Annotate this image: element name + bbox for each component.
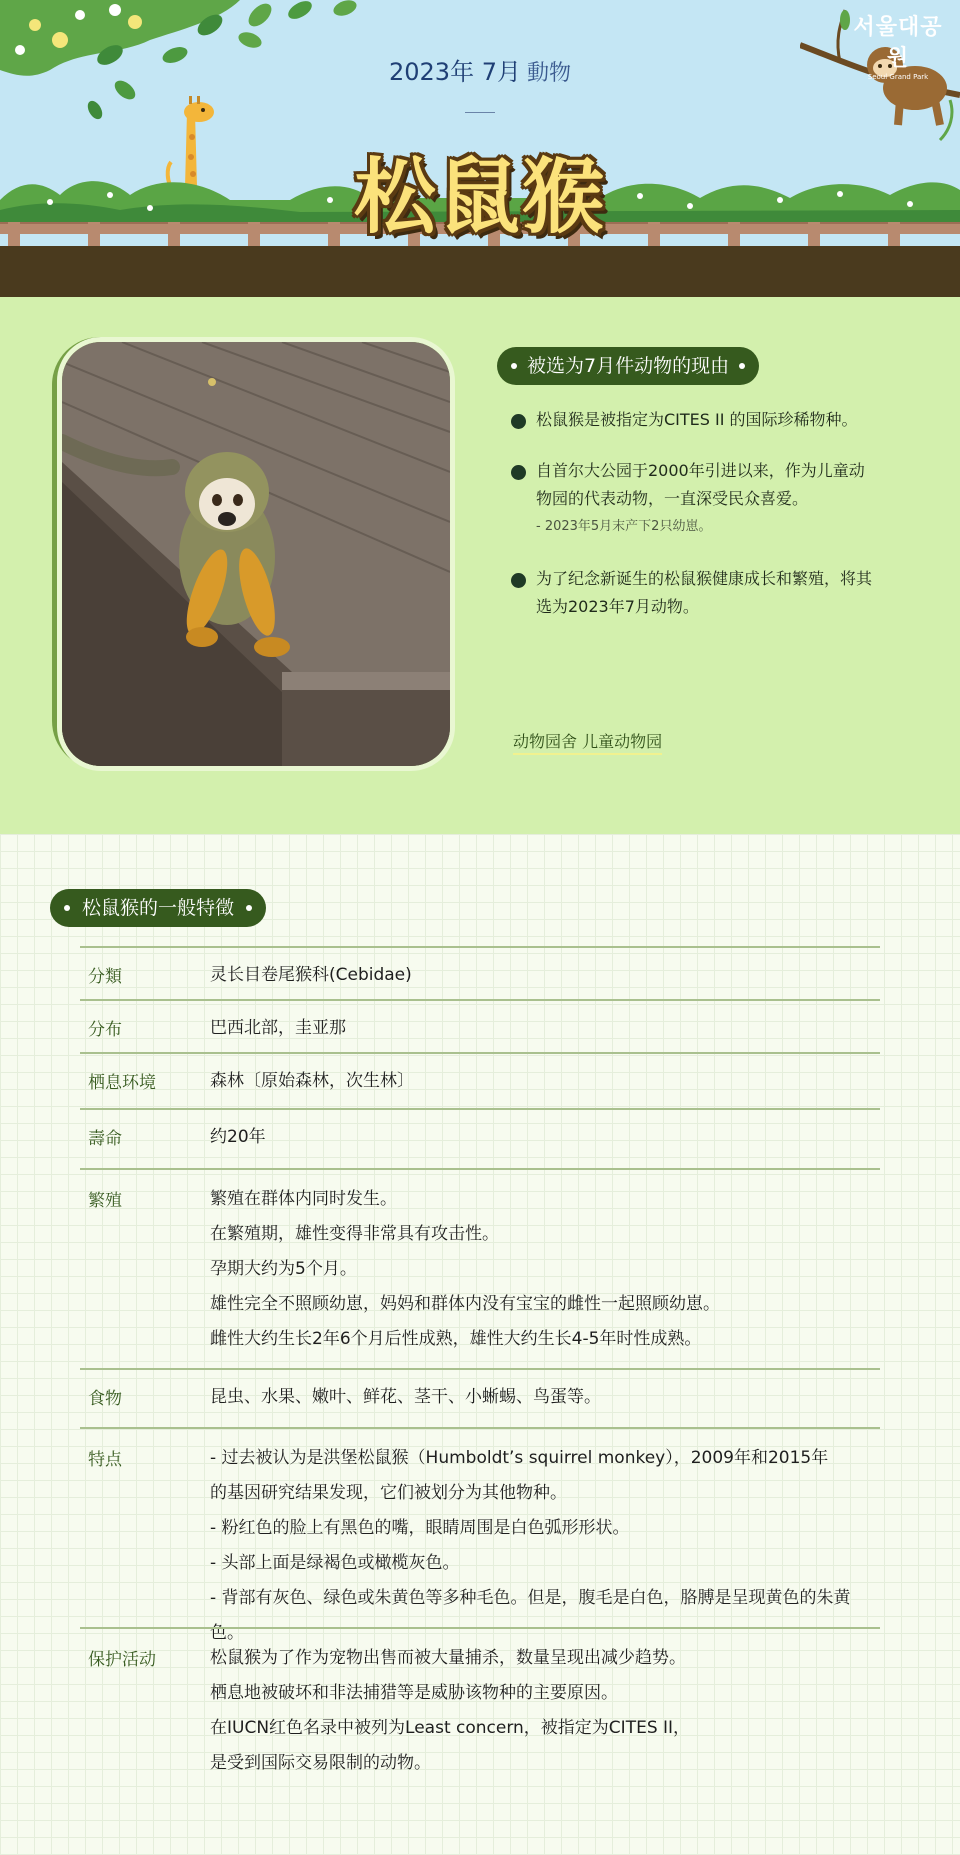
squirrel-monkey-photo	[57, 337, 455, 771]
year-month: 2023年 7月	[389, 58, 521, 86]
row-label: 繁殖	[88, 1191, 122, 1211]
row-label: 特点	[88, 1450, 122, 1470]
value-line: 的基因研究结果发现，它们被划分为其他物种。	[210, 1483, 567, 1503]
row-label: 壽命	[88, 1129, 122, 1149]
value-line: - 粉红色的脸上有黑色的嘴，眼睛周围是白色弧形形状。	[210, 1518, 630, 1538]
issue-date	[0, 52, 960, 87]
row-label: 分布	[88, 1020, 122, 1040]
bullet-icon	[511, 465, 526, 480]
brand-name: 서울대공원	[853, 15, 943, 71]
value-line: 栖息地被破坏和非法捕猎等是威胁该物种的主要原因。	[210, 1683, 618, 1703]
bullet-icon	[511, 414, 526, 429]
reason-text: 自首尔大公园于2000年引进以来，作为儿童动物园的代表动物，一直深受民众喜爱。	[536, 461, 865, 508]
enclosure-location: 动物园舍 儿童动物园	[513, 731, 662, 755]
value-line: 约20年	[210, 1127, 266, 1147]
value-line: 雄性完全不照顾幼崽，妈妈和群体内没有宝宝的雌性一起照顾幼崽。	[210, 1294, 720, 1314]
row-label: 保护活动	[88, 1650, 156, 1670]
value-line: 在IUCN红色名录中被列为Least concern，被指定为CITES II，	[210, 1718, 691, 1738]
table-row-habitat	[80, 1052, 880, 1108]
page-header	[0, 0, 960, 297]
value-line: - 过去被认为是洪堡松鼠猴（Humboldt’s squirrel monkey），2009年和2015年	[210, 1448, 829, 1468]
characteristics-heading-text: 松鼠猴的一般特徵	[82, 897, 235, 919]
value-line: 在繁殖期，雄性变得非常具有攻击性。	[210, 1224, 499, 1244]
row-label: 栖息环境	[88, 1073, 156, 1093]
value-line: - 头部上面是绿褐色或橄榄灰色。	[210, 1553, 460, 1573]
title-divider	[465, 112, 495, 113]
row-value	[210, 958, 880, 993]
ground-strip	[0, 246, 960, 297]
characteristics-table	[80, 946, 880, 1797]
row-value	[210, 1441, 880, 1651]
reason-note: - 2023年5月末产下2只幼崽。	[536, 519, 712, 534]
pill-dot-right	[739, 363, 745, 369]
reason-item	[511, 565, 876, 621]
row-label: 食物	[88, 1389, 122, 1409]
squirrel-monkey-image	[62, 342, 450, 766]
table-row-lifespan	[80, 1108, 880, 1168]
value-line: 巴西北部，圭亚那	[210, 1018, 346, 1038]
brand-subtitle: Seoul Grand Park	[867, 73, 929, 81]
page-title: 松鼠猴	[353, 150, 606, 245]
characteristics-heading	[50, 889, 266, 927]
row-value	[210, 1380, 880, 1415]
value-line: 繁殖在群体内同时发生。	[210, 1189, 397, 1209]
value-line: 松鼠猴为了作为宠物出售而被大量捕杀，数量呈现出减少趋势。	[210, 1648, 686, 1668]
reason-heading-text: 被选为7月件动物的现由	[527, 355, 730, 377]
category-tag: 動物	[526, 61, 571, 86]
reason-item	[511, 457, 876, 541]
bullet-icon	[511, 573, 526, 588]
row-value	[210, 1641, 880, 1781]
table-row-conservation	[80, 1627, 880, 1797]
reason-text: 松鼠猴是被指定为CITES II 的国际珍稀物种。	[536, 410, 858, 429]
value-line: 森林〔原始森林，次生林〕	[210, 1071, 414, 1091]
row-label: 分類	[88, 967, 122, 987]
row-value	[210, 1120, 880, 1155]
value-line: 是受到国际交易限制的动物。	[210, 1753, 431, 1773]
pill-dot-left	[511, 363, 517, 369]
table-row-classification	[80, 946, 880, 999]
table-row-characteristics	[80, 1427, 880, 1643]
value-line: 昆虫、水果、嫩叶、鲜花、茎干、小蜥蜴、鸟蛋等。	[210, 1387, 601, 1407]
reason-item	[511, 406, 876, 434]
table-row-distribution	[80, 999, 880, 1052]
row-value	[210, 1011, 880, 1046]
row-value	[210, 1182, 880, 1357]
value-line: - 背部有灰色、绿色或朱黄色等多种毛色。但是，腹毛是白色，胳膊是呈现黄色的朱黄色。	[210, 1588, 851, 1643]
table-row-breeding	[80, 1168, 880, 1368]
pill-dot-left	[64, 905, 70, 911]
pill-dot-right	[246, 905, 252, 911]
value-line: 雌性大约生长2年6个月后性成熟，雄性大约生长4-5年时性成熟。	[210, 1329, 702, 1349]
value-line: 灵长目卷尾猴科(Cebidae)	[210, 965, 412, 985]
row-value	[210, 1064, 880, 1099]
reason-heading	[497, 347, 759, 385]
reason-text: 为了纪念新诞生的松鼠猴健康成长和繁殖，将其选为2023年7月动物。	[536, 569, 873, 616]
value-line: 孕期大约为5个月。	[210, 1259, 357, 1279]
table-row-food	[80, 1368, 880, 1427]
